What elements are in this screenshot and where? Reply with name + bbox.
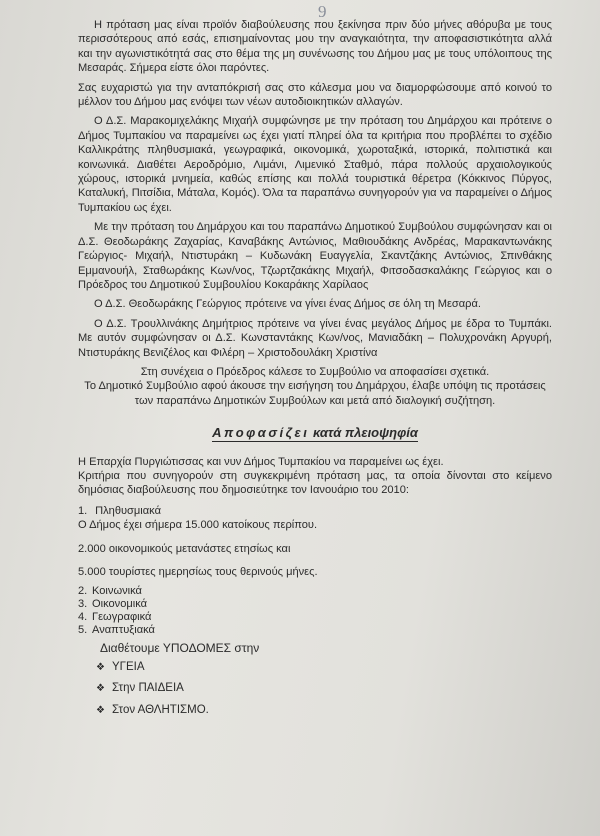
list-item: 2. Κοινωνικά [78, 585, 142, 598]
page-number: 9 [318, 2, 327, 21]
arrow-bullet-icon: ❖ [96, 704, 105, 716]
list-item: ❖ Στην ΠΑΙΔΕΙΑ [96, 681, 552, 696]
paragraph-president: Στη συνέχεια ο Πρόεδρος κάλεσε το Συμβούλιο να αποφασίσει σχετικά. [140, 365, 490, 378]
heading-decides: Αποφασίζει [212, 425, 310, 441]
list-item: 4. Γεωγραφικά [78, 611, 152, 624]
list-item: ❖ Στον ΑΘΛΗΤΙΣΜΟ. [96, 703, 552, 718]
population-details [78, 518, 552, 579]
migrants-line: 2.000 οικονομικούς μετανάστες ετησίως και [78, 542, 291, 555]
criteria-list [78, 504, 552, 518]
paragraph-council: Το Δημοτικό Συμβούλιο αφού άκουσε την εισήγηση του Δημάρχου, έλαβε υπόψη τις προτάσεις των παραπάνω Δημοτικών Συμβούλων και μετά από διαλογική συζήτηση. [84, 380, 546, 407]
arrow-bullet-icon: ❖ [96, 683, 105, 695]
criteria-list-rest [78, 585, 552, 637]
decision-criteria-intro: Κριτήρια που συνηγορούν στη συγκεκριμένη πρόταση μας, τα οποία δίνονται στο κείμενο δημόσιας διαβούλευσης που δημοσιεύτηκε τον Ιανουάριο του 2010: [78, 469, 552, 497]
paragraph-proposal: Η πρόταση μας είναι προϊόν διαβούλευσης που ξεκίνησα πριν δύο μήνες αθόρυβα με τους περισσότερους από εσάς, επισημαίνοντας μου την αναγκαιότητα, την αποφασιστικότητα αλλά και την αγωνιστικότητά σας στο θέμα της μη συνένωσης του Δήμου μας με τους υπόλοιπους της Μεσαράς. Σήμερα είστε όλοι παρόντες. [78, 19, 552, 75]
infrastructure-list [96, 660, 552, 718]
list-item: 1. Πληθυσμιακά [78, 504, 162, 517]
paragraph-agreement: Με την πρόταση του Δημάρχου και του παραπάνω Δημοτικού Συμβούλου συμφώνησαν και οι Δ.Σ. Θεοδωράκης Ζαχαρίας, Καναβάκης Αντώνιος, Μαθιουδάκης Ανδρέας, Μαρακαντωνάκης Γεώργιος- Μιχαήλ, Ντιστυράκη – Κυδωνάκη Ευαγγελία, Σκαντζάκης Αντώνιος, Σπινθάκης Εμμανουήλ, Σταθωράκης Κων/νος, Τζωρτζακάκης Μιχαήλ, Φιτσοδασκαλάκης Γεώργιος και ο Πρόεδρος του Δημοτικού Συμβουλίου Κοκαράκης Χαρίλαος [78, 221, 552, 291]
decision-statement: Η Επαρχία Πυργιώτισσας και νυν Δήμος Τυμπακίου να παραμείνει ως έχει. [78, 455, 444, 468]
list-item: ❖ ΥΓΕΙΑ [96, 660, 552, 675]
list-item: 3. Οικονομικά [78, 598, 148, 611]
paragraph-troullinakis: Ο Δ.Σ. Τρουλλινάκης Δημήτριος πρότεινε να γίνει ένας μεγάλος Δήμος με έδρα το Τυμπάκι. Με αυτόν συμφώνησαν οι Δ.Σ. Κωνσταντάκης Κων/νος, Μανιαδάκη – Πολυχρονάκη Αργυρή, Ντιστυράκης Βενιζέλος και Φιλέρη – Χριστοδουλάκη Χριστίνα [78, 317, 552, 359]
decision-heading [78, 426, 552, 440]
arrow-bullet-icon: ❖ [96, 661, 105, 673]
tourists-line: 5.000 τουρίστες ημερησίως τους θερινούς μήνες. [78, 566, 318, 578]
list-item: 5. Αναπτυξιακά [78, 624, 155, 637]
paragraph-theodorakis: Ο Δ.Σ. Θεοδωράκης Γεώργιος πρότεινε να γίνει ένας Δήμος σε όλη τη Μεσαρά. [94, 298, 481, 311]
paragraph-thanks: Σας ευχαριστώ για την ανταπόκρισή σας στο κάλεσμα μου να διαμορφώσουμε από κοινού το μέλλον του Δήμου μας ενόψει των νέων αυτοδιοικητικών αλλαγών. [78, 81, 552, 109]
infrastructure-title: Διαθέτουμε ΥΠΟΔΟΜΕΣ στην [100, 641, 260, 656]
paragraph-marakomichelakis: Ο Δ.Σ. Μαρακομιχελάκης Μιχαήλ συμφώνησε με την πρόταση του Δημάρχου και πρότεινε ο Δήμος Τυμπακίου να παραμείνει ως έχει γιατί πληρεί όλα τα κριτήρια που προβλέπει το σχέδιο Καλλικράτης πληθυσμιακά, γεωγραφικά, οικονομικά, χωροταξικά, ιστορικά, πολιτιστικά και κοινωνικά. Διαθέτει Αεροδρόμιο, Λιμάνι, Λιμενικό Σταθμό, πάρα πολλούς αρχαιολογικούς χώρους, ιστορικά μνημεία, καθώς επίσης και πολλά τουριστικά θέρετρα (Κόκκινος Πύργος, Καταλυκή, Πιτσίδια, Μάταλα, Κομός). Όλα τα παραπάνω συνηγορούν για να παραμείνει ο Δήμος Τυμπακίου ως έχει. [78, 115, 552, 214]
document-body [78, 18, 552, 724]
population-line: Ο Δήμος έχει σήμερα 15.000 κατοίκους περίπου. [78, 519, 318, 532]
heading-majority: κατά πλειοψηφία [312, 425, 418, 441]
